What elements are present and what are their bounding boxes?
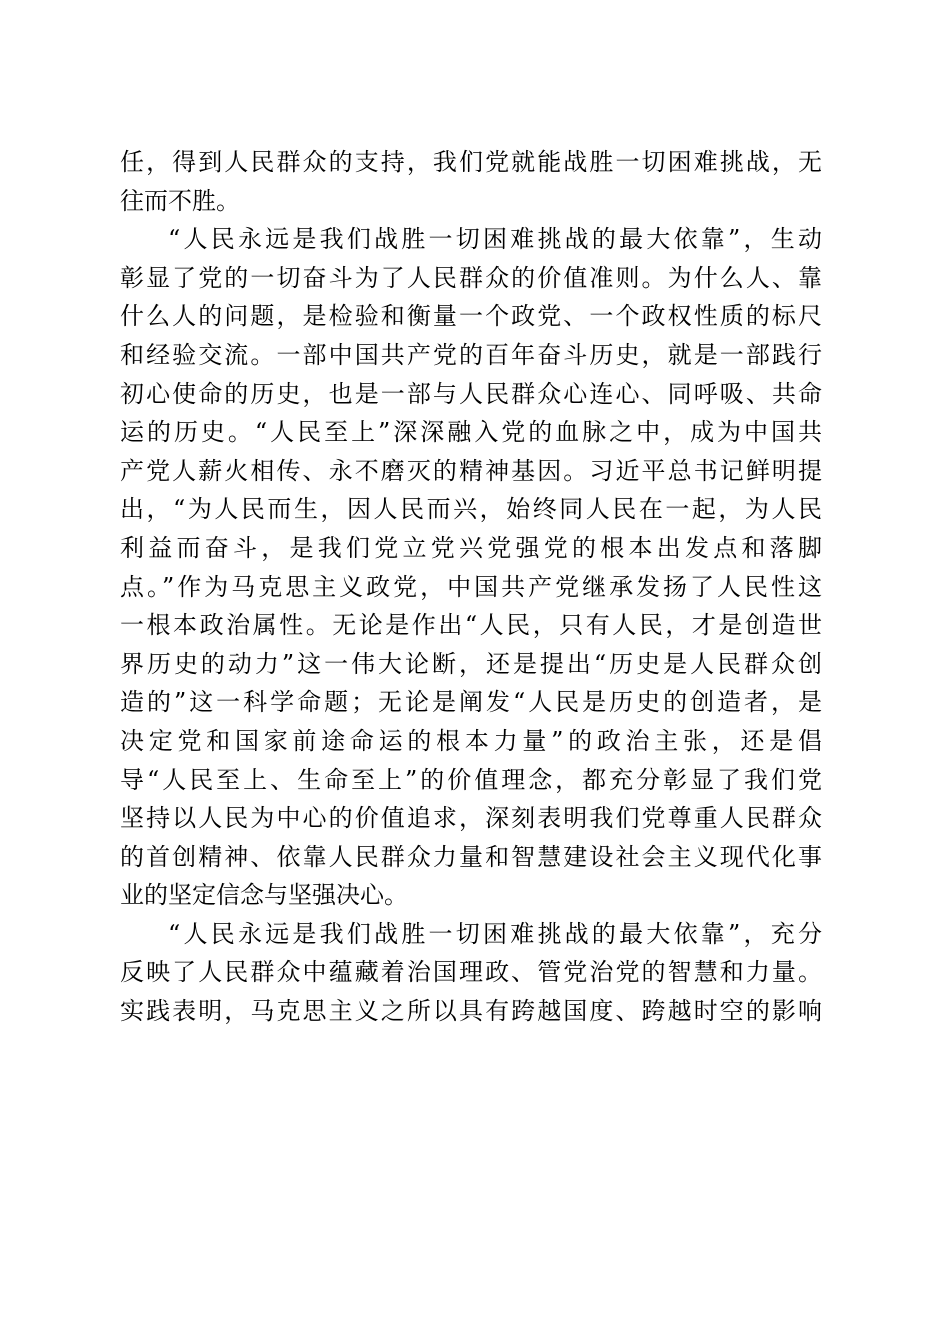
document-body bbox=[120, 143, 822, 1031]
text-line: 彰显了党的一切奋斗为了人民群众的价值准则。为什么人、靠 bbox=[120, 263, 822, 292]
text-line: 导“人民至上、生命至上”的价值理念，都充分彰显了我们党 bbox=[120, 765, 822, 794]
text-line: 反映了人民群众中蕴藏着治国理政、管党治党的智慧和力量。 bbox=[120, 958, 822, 987]
paragraph-3 bbox=[120, 915, 822, 1031]
text-line: 往而不胜。 bbox=[120, 186, 240, 215]
text-line: 产党人薪火相传、永不磨灭的精神基因。习近平总书记鲜明提 bbox=[120, 456, 822, 485]
text-line: “人民永远是我们战胜一切困难挑战的最大依靠”，充分 bbox=[168, 919, 822, 948]
text-line: 一根本政治属性。无论是作出“人民，只有人民，才是创造世 bbox=[120, 611, 822, 640]
text-line: 点。”作为马克思主义政党，中国共产党继承发扬了人民性这 bbox=[120, 572, 822, 601]
text-line: 决定党和国家前途命运的根本力量”的政治主张，还是倡 bbox=[120, 726, 822, 755]
text-line: 初心使命的历史，也是一部与人民群众心连心、同呼吸、共命 bbox=[120, 379, 822, 408]
paragraph-1 bbox=[120, 143, 822, 220]
text-line: 业的坚定信念与坚强决心。 bbox=[120, 881, 408, 910]
text-line: 和经验交流。一部中国共产党的百年奋斗历史，就是一部践行 bbox=[120, 340, 822, 369]
text-line: 利益而奋斗，是我们党立党兴党强党的根本出发点和落脚 bbox=[120, 533, 822, 562]
text-line: 界历史的动力”这一伟大论断，还是提出“历史是人民群众创 bbox=[120, 649, 822, 678]
text-line: “人民永远是我们战胜一切困难挑战的最大依靠”，生动 bbox=[168, 225, 822, 254]
text-line: 实践表明，马克思主义之所以具有跨越国度、跨越时空的影响 bbox=[120, 997, 822, 1026]
text-line: 坚持以人民为中心的价值追求，深刻表明我们党尊重人民群众 bbox=[120, 804, 822, 833]
text-line: 出，“为人民而生，因人民而兴，始终同人民在一起，为人民 bbox=[120, 495, 822, 524]
text-line: 什么人的问题，是检验和衡量一个政党、一个政权性质的标尺 bbox=[120, 302, 822, 331]
text-line: 运的历史。“人民至上”深深融入党的血脉之中，成为中国共 bbox=[120, 418, 822, 447]
text-line: 任，得到人民群众的支持，我们党就能战胜一切困难挑战，无 bbox=[120, 148, 822, 176]
paragraph-2 bbox=[120, 220, 822, 915]
text-line: 造的”这一科学命题；无论是阐发“人民是历史的创造者，是 bbox=[120, 688, 822, 717]
text-line: 的首创精神、依靠人民群众力量和智慧建设社会主义现代化事 bbox=[120, 842, 822, 871]
